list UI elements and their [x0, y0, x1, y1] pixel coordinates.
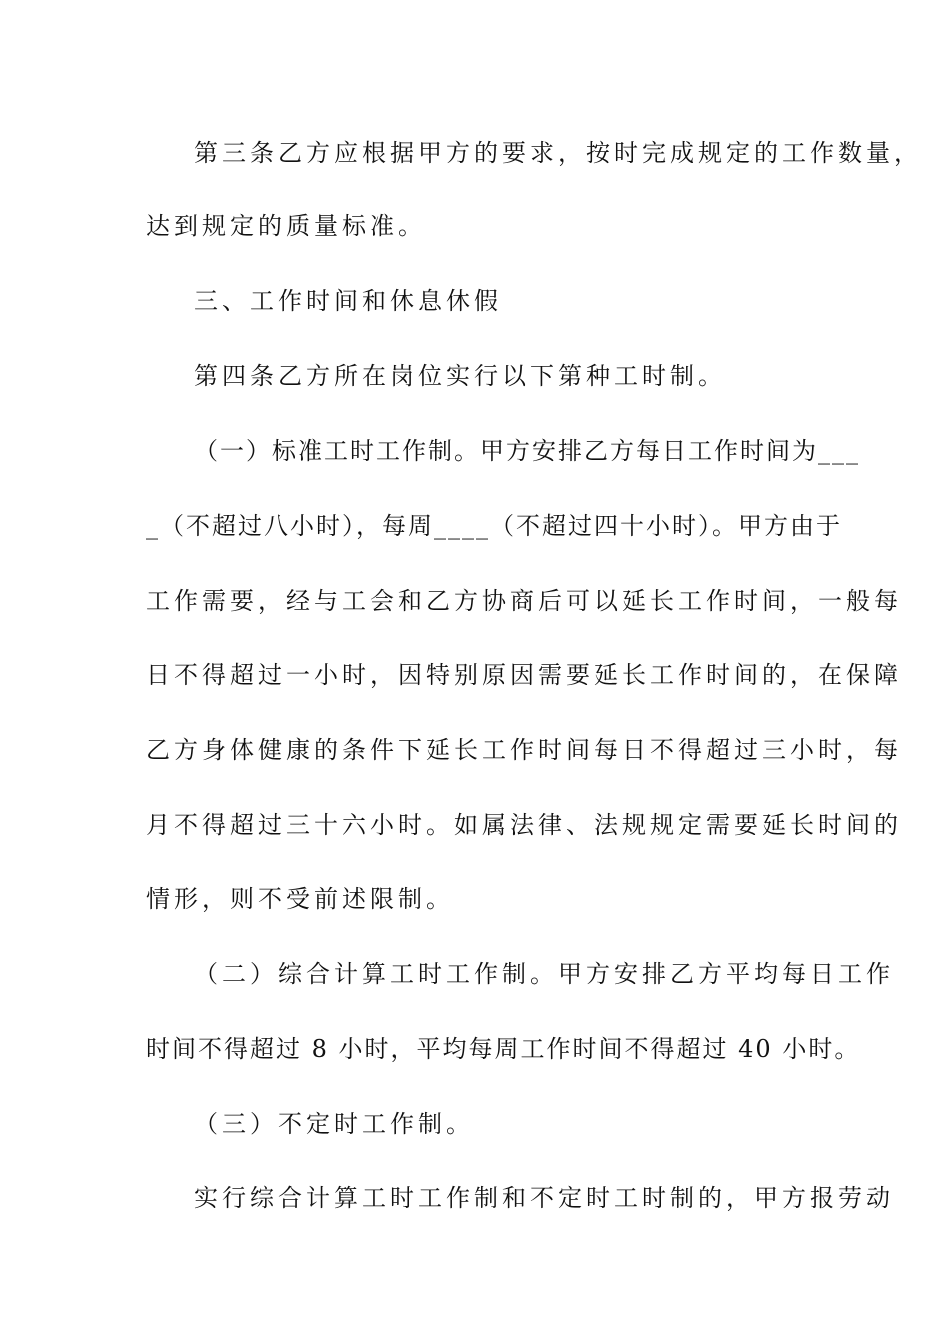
paragraph-line: 达到规定的质量标准。 — [146, 212, 426, 240]
paragraph-line: 情形，则不受前述限制。 — [146, 885, 454, 913]
paragraph-line: 第三条乙方应根据甲方的要求，按时完成规定的工作数量， — [194, 139, 922, 167]
paragraph-line: 月不得超过三十六小时。如属法律、法规规定需要延长时间的 — [146, 811, 902, 839]
paragraph-line: 乙方身体健康的条件下延长工作时间每日不得超过三小时，每 — [146, 736, 902, 764]
paragraph-line: 第四条乙方所在岗位实行以下第种工时制。 — [194, 362, 726, 390]
paragraph-line: （三）不定时工作制。 — [194, 1110, 474, 1138]
section-heading: 三、工作时间和休息休假 — [194, 287, 502, 315]
paragraph-line: 实行综合计算工时工作制和不定时工时制的，甲方报劳动 — [194, 1184, 894, 1212]
paragraph-line: 日不得超过一小时，因特别原因需要延长工作时间的，在保障 — [146, 661, 902, 689]
paragraph-line: （二）综合计算工时工作制。甲方安排乙方平均每日工作 — [194, 960, 894, 988]
paragraph-line: 时间不得超过 8 小时，平均每周工作时间不得超过 40 小时。 — [146, 1035, 861, 1063]
paragraph-line: 工作需要，经与工会和乙方协商后可以延长工作时间，一般每 — [146, 587, 902, 615]
paragraph-line: _（不超过八小时），每周____（不超过四十小时）。甲方由于 — [146, 512, 842, 540]
paragraph-line: （一）标准工时工作制。甲方安排乙方每日工作时间为___ — [194, 437, 860, 465]
